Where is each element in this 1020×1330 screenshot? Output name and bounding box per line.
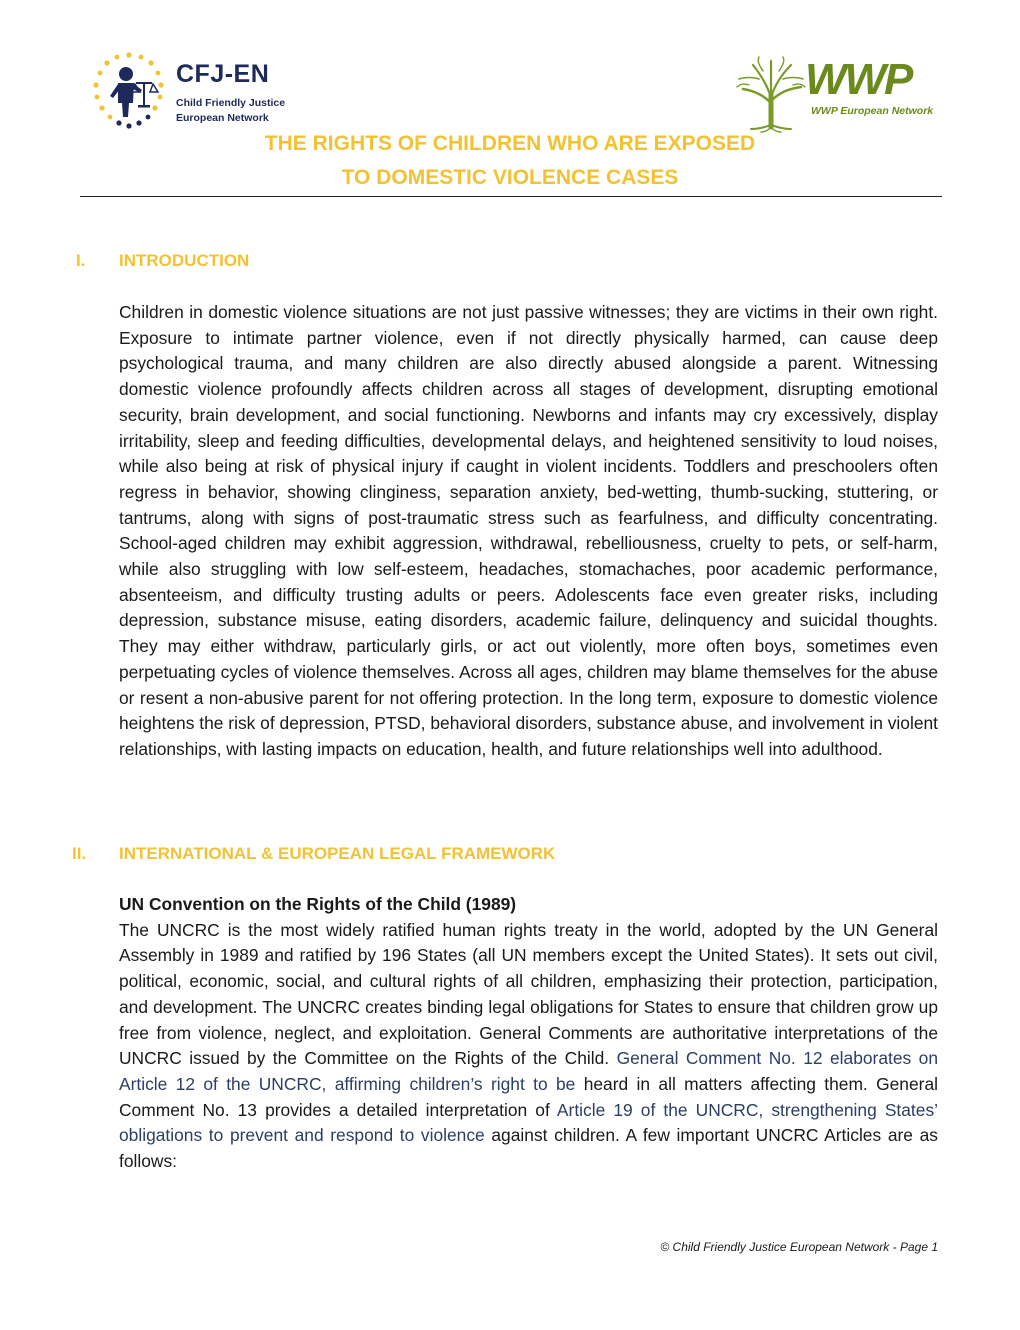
uncrc-subheading: UN Convention on the Rights of the Child (1989) [119,894,517,914]
page-footer: © Child Friendly Justice European Network - Page 1 [660,1240,938,1254]
general-comment-12-reference: General Comment No. 12 elaborates on Article 12 of the UNCRC, affirming children’s right to be [119,1048,939,1094]
wwp-logo [735,55,945,133]
uncrc-paragraph-part3: against children. A few important UNCRC Articles are as follows: [119,1125,938,1172]
cfj-en-emblem-icon [88,50,170,132]
uncrc-paragraph-part2: heard in all matters affecting them. General Comment No. 13 provides a detailed interpretation of [119,1073,938,1120]
title-divider [80,196,942,197]
cfj-en-subtitle-line2: European Network [176,112,269,124]
cfj-en-subtitle-line1: Child Friendly Justice [176,97,286,109]
section-1-paragraph: Children in domestic violence situations are not just passive witnesses; they are victims in their own right. Exposure to intimate partner violence, even if not directly physically harmed, can cause deep psychological trauma, and many children are also directly abused alongside a parent. Witnessing domestic violence profoundly affects children across all stages of development, disrupting emotional security, brain development, and social functioning. Newborns and infants may cry excessively, display irritability, sleep and feeding difficulties, developmental delays, and heightened sensitivity to loud noises, while also being at risk of physical injury if caught in violent incidents. Toddlers and preschoolers often regress in behavior, showing clinginess, separation anxiety, bed-wetting, thumb-sucking, stuttering, or tantrums, along with signs of post-traumatic stress such as fearfulness, and difficulty concentrating. School-aged children may exhibit aggression, withdrawal, rebelliousness, cruelty to pets, or self-harm, while also struggling with low self-esteem, headaches, stomachaches, poor academic performance, absenteeism, and difficulty trusting adults or peers. Adolescents face even greater risks, including depression, substance misuse, eating disorders, academic failure, delinquency and suicidal thoughts. They may either withdraw, particularly girls, or act out violently, more often boys, sometimes even perpetuating cycles of violence themselves. Across all ages, children may blame themselves for the abuse or resent a non-abusive parent for not offering protection. In the long term, exposure to domestic violence heightens the risk of depression, PTSD, behavioral disorders, substance abuse, and involvement in violent relationships, with lasting impacts on education, health, and future relationships well into adulthood. [119,302,938,759]
cfj-en-subtitle [176,96,285,126]
document-title-line2: TO DOMESTIC VIOLENCE CASES [341,166,679,189]
cfj-en-title: CFJ-EN [176,60,270,88]
section-2-number: II. [72,844,87,863]
section-2-body [119,892,938,1175]
uncrc-paragraph-part1: The UNCRC is the most widely ratified human rights treaty in the world, adopted by the UN General Assembly in 1989 and ratified by 196 States (all UN members except the United States). It sets out civil, political, economic, social, and cultural rights of all children, emphasizing their protection, participation, and development. The UNCRC creates binding legal obligations for States to ensure that children grow up free from violence, neglect, and exploitation. General Comments are authoritative interpretations of the UNCRC issued by the Committee on the Rights of the Child. [119,919,938,1069]
article-19-reference: Article 19 of the UNCRC, strengthening States’ obligations to prevent and respond to violence [119,1099,938,1146]
wwp-wordmark: WWP [805,55,912,104]
wwp-subtitle: WWP European Network [811,105,934,117]
document-title-line1: THE RIGHTS OF CHILDREN WHO ARE EXPOSED [264,132,756,155]
section-1-heading: INTRODUCTION [119,251,250,270]
section-2-heading: INTERNATIONAL & EUROPEAN LEGAL FRAMEWORK [119,844,556,863]
cfj-en-logo [88,50,288,132]
section-1-number: I. [76,251,86,270]
